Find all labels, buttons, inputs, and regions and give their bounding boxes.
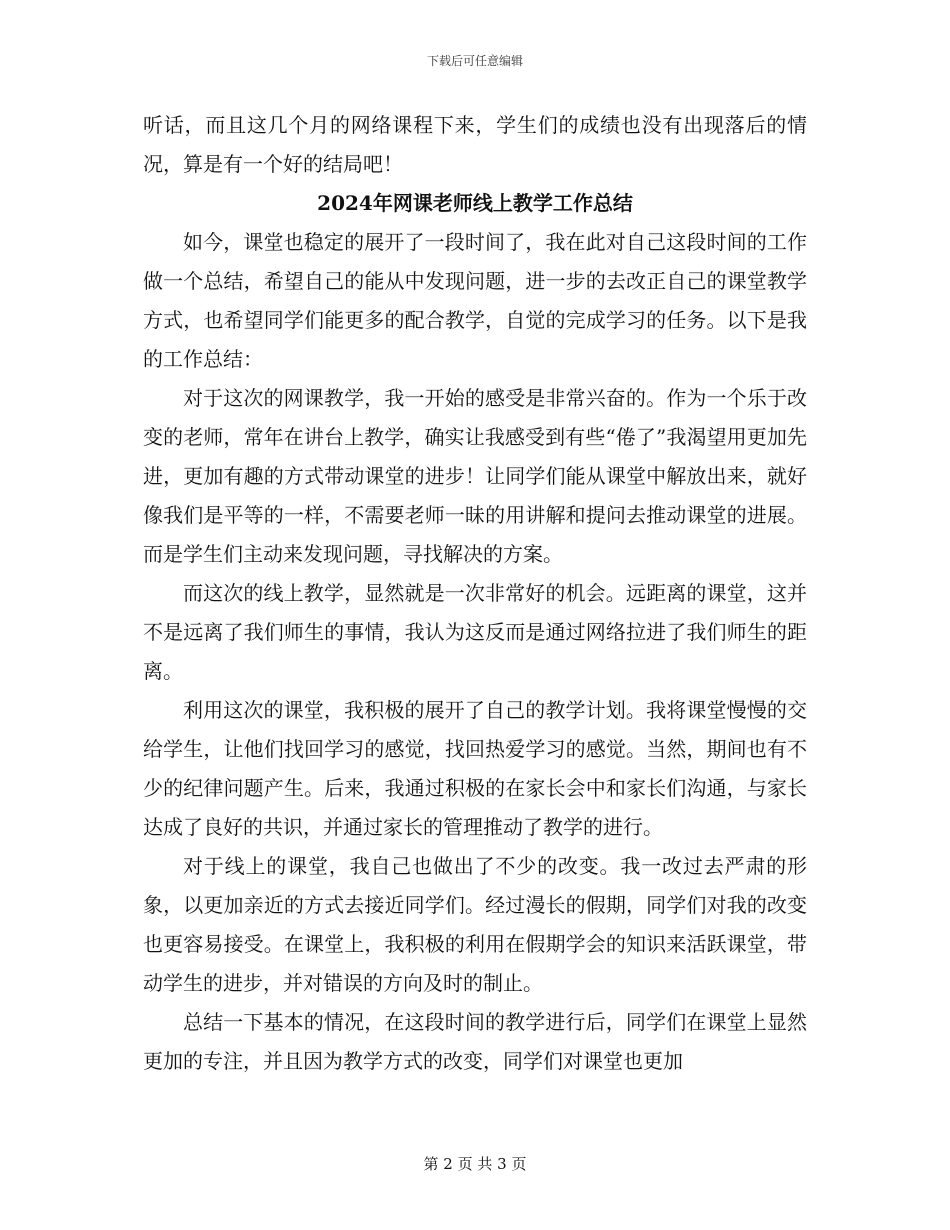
body-paragraph-3: 而这次的线上教学，显然就是一次非常好的机会。远距离的课堂，这并不是远离了我们师生的事情，我认为这反而是通过网络拉进了我们师生的距离。 [143,581,807,683]
page-header: 下载后可任意编辑 [426,54,523,68]
body-paragraph-4: 利用这次的课堂，我积极的展开了自己的教学计划。我将课堂慢慢的交给学生，让他们找回学习的感觉，找回热爱学习的感觉。当然，期间也有不少的纪律问题产生。后来，我通过积极的在家长会中和家长们沟通，与家长达成了良好的共识，并通过家长的管理推动了教学的进行。 [143,698,807,839]
intro-continuation-paragraph: 听话，而且这几个月的网络课程下来，学生们的成绩也没有出现落后的情况，算是有一个好的结局吧！ [143,113,807,176]
document-body [143,106,807,1081]
page-number-footer: 第 2 页 共 3 页 [423,1155,527,1173]
body-paragraph-1: 如今，课堂也稳定的展开了一段时间了，我在此对自己这段时间的工作做一个总结，希望自己的能从中发现问题，进一步的去改正自己的课堂教学方式，也希望同学们能更多的配合教学，自觉的完成学习的任务。以下是我的工作总结： [143,230,807,371]
body-paragraph-5: 对于线上的课堂，我自己也做出了不少的改变。我一改过去严肃的形象，以更加亲近的方式去接近同学们。经过漫长的假期，同学们对我的改变也更容易接受。在课堂上，我积极的利用在假期学会的知识来活跃课堂，带动学生的进步，并对错误的方向及时的制止。 [143,854,807,995]
body-paragraph-2: 对于这次的网课教学，我一开始的感受是非常兴奋的。作为一个乐于改变的老师，常年在讲台上教学，确实让我感受到有些“倦了”我渴望用更加先进，更加有趣的方式带动课堂的进步！让同学们能从课堂中解放出来，就好像我们是平等的一样，不需要老师一昧的用讲解和提问去推动课堂的进展。而是学生们主动来发现问题，寻找解决的方案。 [143,386,807,566]
document-title: 2024年网课老师线上教学工作总结 [317,191,633,215]
body-paragraph-6: 总结一下基本的情况，在这段时间的教学进行后，同学们在课堂上显然更加的专注，并且因为教学方式的改变，同学们对课堂也更加 [143,1010,807,1073]
